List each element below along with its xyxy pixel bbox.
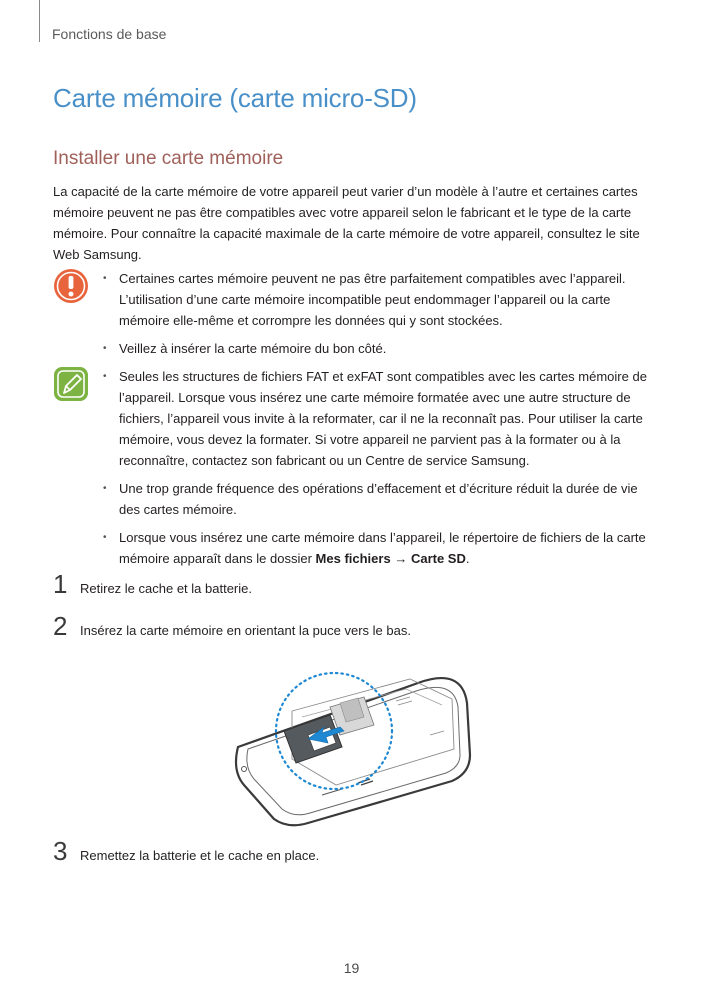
- header-rule: [39, 0, 40, 42]
- intro-paragraph: La capacité de la carte mémoire de votre appareil peut varier d’un modèle à l’autre et certaines cartes mémoire peuvent ne pas être compatibles avec votre appareil selon le fabricant et le type de la carte mémoire. Pour connaître la capacité maximale de la carte mémoire de votre appareil, consultez le site Web Samsung.: [53, 184, 640, 262]
- warning-item: • Veillez à insérer la carte mémoire du bon côté.: [101, 338, 656, 359]
- section-header: Fonctions de base: [52, 26, 167, 42]
- note-item-folder: [101, 527, 656, 569]
- note-item: • Une trop grande fréquence des opérations d’effacement et d’écriture réduit la durée de vie des cartes mémoire.: [101, 478, 656, 520]
- step-text: Remettez la batterie et le cache en place.: [80, 848, 320, 863]
- section-subtitle: Installer une carte mémoire: [53, 148, 284, 169]
- step-number: 3: [53, 836, 68, 866]
- folder-name: Mes fichiers: [315, 551, 391, 566]
- step-number: 1: [53, 569, 68, 599]
- note-item: • Seules les structures de fichiers FAT et exFAT sont compatibles avec les cartes mémoire de l’appareil. Lorsque vous insérez une carte mémoire formatée avec une autre structure de fichiers, l’appareil vous invite à la reformater, car il ne la reconnaît pas. Pour utiliser la carte mémoire, vous devez la formater. Si votre appareil ne parvient pas à la formater ou à la reconnaître, contactez son fabricant ou un Centre de service Samsung.: [101, 366, 656, 471]
- step-number: 2: [53, 611, 68, 641]
- note-end: .: [465, 551, 470, 566]
- phone-memory-card-illustration: [230, 655, 475, 830]
- warning-item: • Certaines cartes mémoire peuvent ne pas être parfaitement compatibles avec l’appareil. L’utilisation d’une carte mémoire incompatible peut endommager l’appareil ou la carte mémoire elle-même et corrompre les données qui y sont stockées.: [101, 268, 656, 331]
- step-text: Retirez le cache et la batterie.: [80, 581, 252, 596]
- note-text: Lorsque vous insérez une carte mémoire dans l’appareil, le répertoire de fichiers de la carte mémoire apparaît dans le dossier: [119, 530, 646, 566]
- arrow-glyph: →: [394, 551, 408, 566]
- page-number: 19: [343, 960, 360, 976]
- target-folder: Carte SD: [410, 551, 466, 566]
- page-title: Carte mémoire (carte micro-SD): [53, 83, 417, 113]
- note-icon: [53, 366, 89, 402]
- warning-icon: [53, 268, 89, 304]
- step-text: Insérez la carte mémoire en orientant la puce vers le bas.: [80, 623, 411, 638]
